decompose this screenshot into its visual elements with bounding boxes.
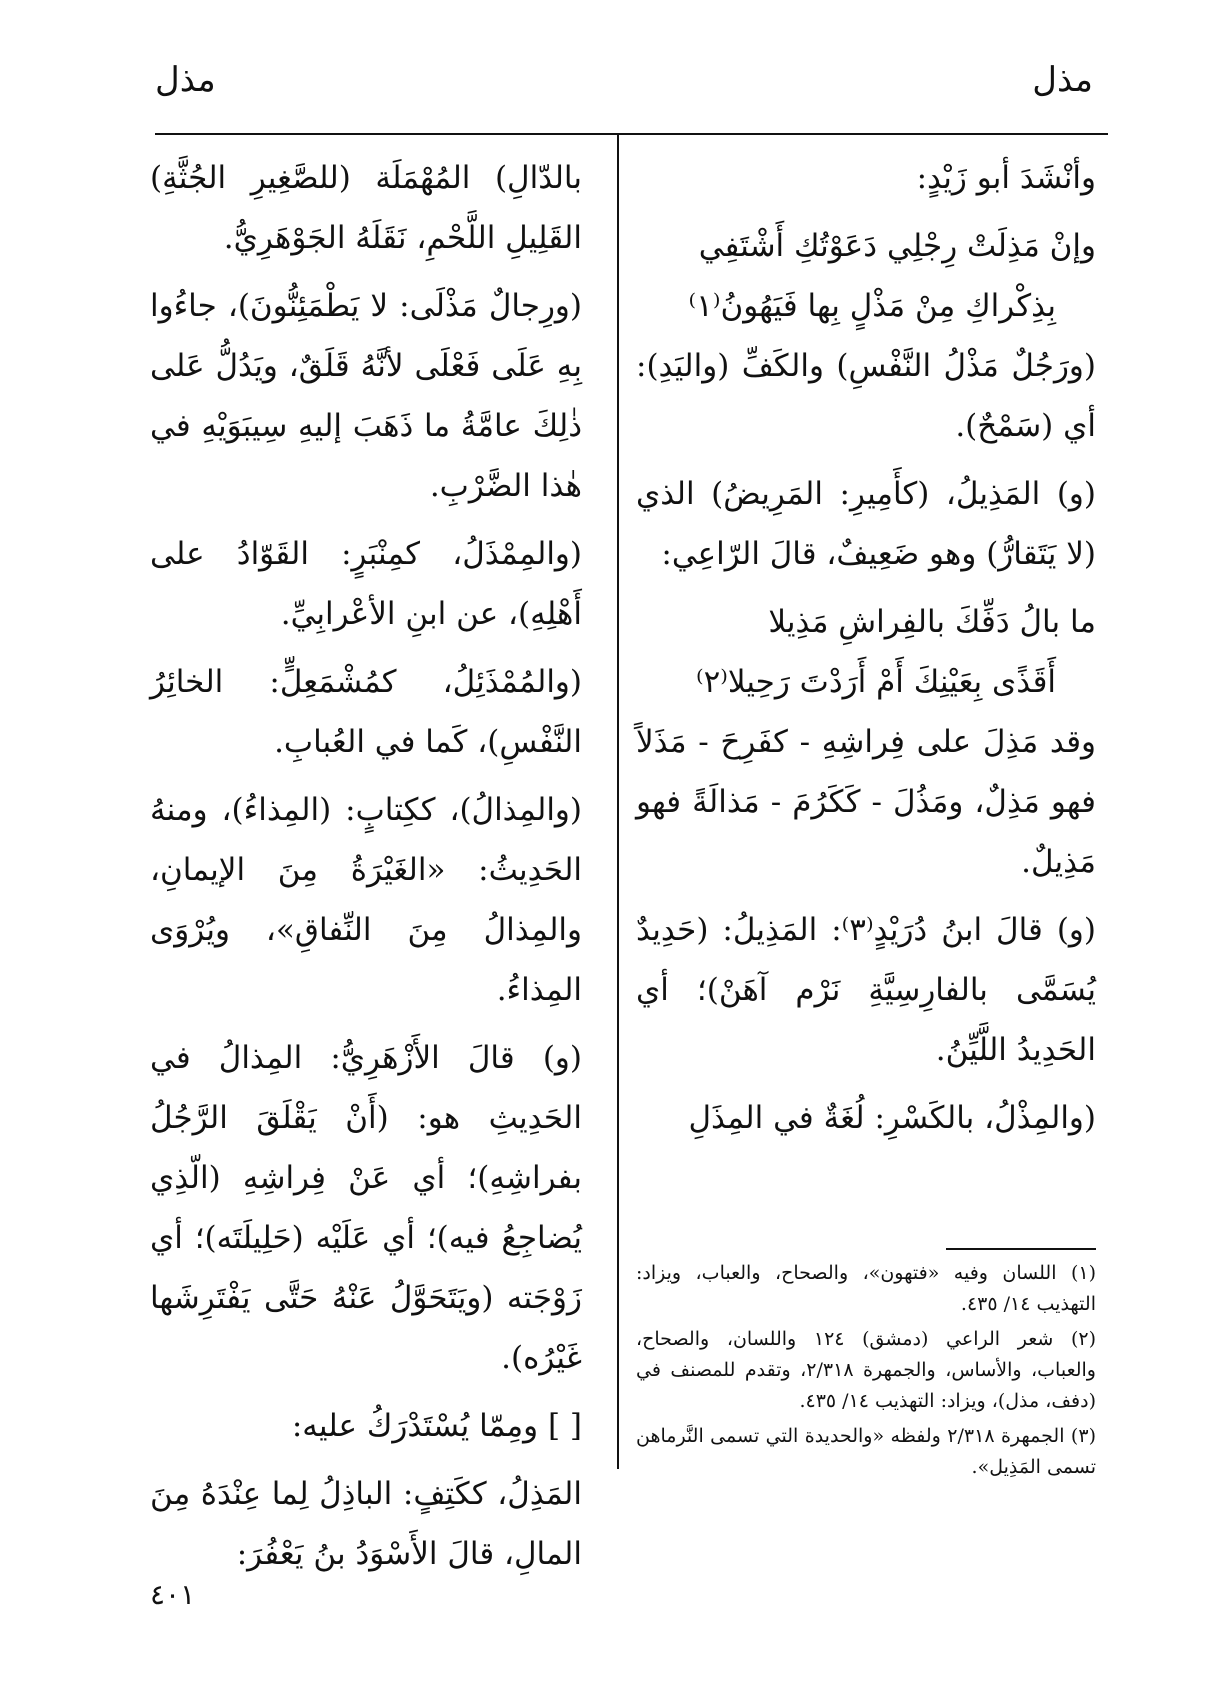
verse-1-line-1: وإنْ مَذِلَتْ رِجْلِي دَعَوْتُكِ أَشْتَفِي	[698, 228, 1096, 264]
header-rule	[155, 133, 1108, 135]
right-column	[636, 148, 1096, 1156]
left-paragraph-3: (والمِمْذَلُ، كمِنْبَرٍ: القَوّادُ على أَهْلِهِ)، عن ابنِ الأعْرابِيِّ.	[150, 536, 582, 632]
right-paragraph-3: (و) المَذِيلُ، (كأَمِيرِ: المَرِيضُ) الذي (لا يَتَقارُّ) وهو ضَعِيفٌ، قالَ الرّاعِي:	[636, 476, 1096, 572]
left-column	[150, 148, 582, 1592]
footnote-2: (٢) شعر الراعي (دمشق) ١٢٤ واللسان، والصحاح، والعباب، والأساس، والجمهرة ٢/٣١٨، وتقدم للمصنف في (دفف، مذل)، ويزاد: التهذيب ١٤/ ٤٣٥.	[636, 1328, 1097, 1412]
right-paragraph-2: (ورَجُلٌ مَذْلُ النَّفْسِ) والكَفِّ (واليَدِ): أي (سَمْحٌ).	[636, 348, 1096, 444]
verse-1-line-2: بِذِكْراكِ مِنْ مَذْلٍ بِها فَيَهُونُ⁽١⁾	[688, 288, 1056, 324]
verse-2-line-1: ما بالُ دَفِّكَ بالفِراشِ مَذِيلا	[768, 604, 1096, 640]
header-left-word: مذل	[155, 60, 216, 100]
footnote-rule	[946, 1248, 1096, 1250]
footnote-3: (٣) الجمهرة ٢/٣١٨ ولفظه «والحديدة التي تسمى النَّرماهن تسمى المَذِيل».	[636, 1425, 1096, 1478]
left-paragraph-7: [ ] ومِمّا يُسْتَدْرَكُ عليه:	[291, 1408, 582, 1444]
verse-2-line-2: أَقَذًى بِعَيْنِكَ أَمْ أَرَدْتَ رَحِيلا⁽٢⁾	[695, 664, 1056, 700]
footnotes	[636, 1258, 1096, 1487]
header-right-word: مذل	[1032, 60, 1093, 100]
left-paragraph-8: المَذِلُ، ككَتِفٍ: الباذِلُ لِما عِنْدَهُ مِنَ المالِ، قالَ الأَسْوَدُ بنُ يَعْفُرَ:	[150, 1476, 582, 1572]
footnote-1: (١) اللسان وفيه «فتهون»، والصحاح، والعباب، ويزاد: التهذيب ١٤/ ٤٣٥.	[636, 1262, 1096, 1315]
left-paragraph-4: (والمُمْذَئِلُ، كمُشْمَعِلٍّ: الخائِرُ النَّفْسِ)، كَما في العُبابِ.	[150, 664, 582, 760]
left-paragraph-2: (ورِجالٌ مَذْلَى: لا يَطْمَئِنُّونَ)، جاءُوا بِهِ عَلَى فَعْلَى لأنَّهُ قَلَقٌ، ويَدُلُّ عَلى ذٰلِكَ عامَّةُ ما ذَهَبَ إليهِ سِيبَوَيْهِ في هٰذا الضَّرْبِ.	[150, 288, 582, 504]
page-header	[155, 60, 1093, 110]
left-paragraph-6: (و) قالَ الأَزْهَرِيُّ: المِذالُ في الحَدِيثِ هو: (أَنْ يَقْلَقَ الرَّجُلُ بفراشِهِ)؛ أي عَنْ فِراشِهِ (الّذِي يُضاجِعُ فيه)؛ أي عَلَيْه (حَلِيلَتَه)؛ أي زَوْجَته (ويَتَحَوَّلُ عَنْهُ حَتَّى يَفْتَرِشَها غَيْرُه).	[150, 1040, 582, 1376]
left-paragraph-5: (والمِذالُ)، ككِتابٍ: (المِذاءُ)، ومنهُ الحَدِيثُ: «الغَيْرَةُ مِنَ الإيمانِ، والمِذالُ مِنَ النِّفاقِ»، ويُرْوَى المِذاءُ.	[150, 792, 582, 1008]
page-number: ٤٠١	[150, 1578, 196, 1611]
right-paragraph-1: وأنْشَدَ أبو زَيْدٍ:	[916, 160, 1096, 196]
right-paragraph-4: وقد مَذِلَ على فِراشِهِ - كفَرِحَ - مَذَلاً فهو مَذِلٌ، ومَذُلَ - كَكَرُمَ - مَذالَةً فهو مَذِيلٌ.	[636, 724, 1096, 880]
column-divider	[617, 135, 619, 1469]
right-paragraph-6: (والمِذْلُ، بالكَسْرِ: لُغَةٌ في المِذَلِ	[688, 1100, 1096, 1136]
left-paragraph-1: بالدّالِ) المُهْمَلَة (للصَّغِيرِ الجُثَّةِ) القَلِيلِ اللَّحْمِ، نَقَلَهُ الجَوْهَرِيُّ.	[150, 160, 582, 256]
right-paragraph-5: (و) قالَ ابنُ دُرَيْدٍ⁽٣⁾: المَذِيلُ: (حَدِيدٌ يُسَمَّى بالفارِسِيَّةِ نَرْم آهَنْ)؛ أي الحَدِيدُ اللَّيِّنُ.	[636, 912, 1096, 1068]
